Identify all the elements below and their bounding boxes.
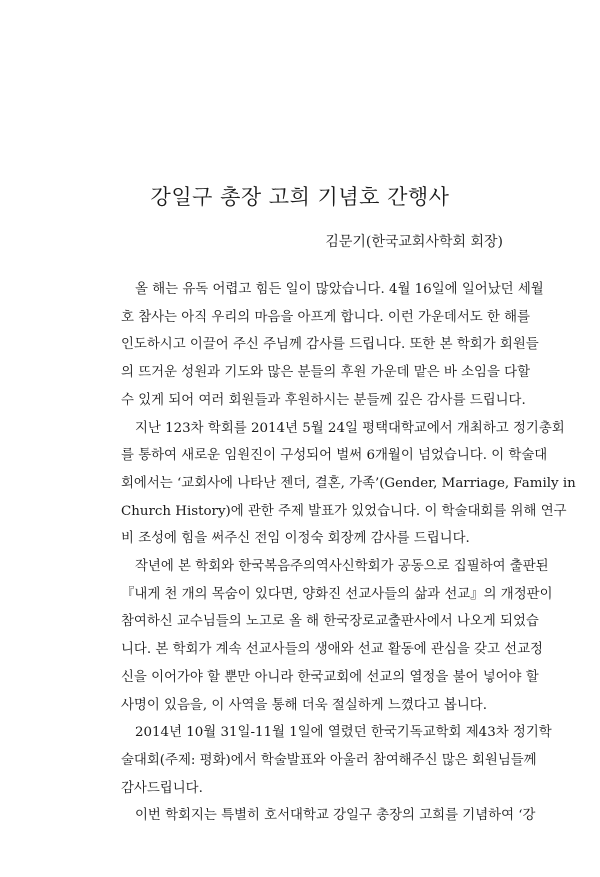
text-line: 작년에 본 학회와 한국복음주의역사신학회가 공동으로 집필하여 출판된: [135, 559, 549, 575]
document-title: 강일구 총장 고희 기념호 간행사: [150, 185, 450, 209]
text-line: 『내게 천 개의 목숨이 있다면, 양화진 선교사들의 삶과 선교』의 개정판이: [121, 586, 553, 602]
text-line: 이번 학회지는 특별히 호서대학교 강일구 총장의 고희를 기념하여 ‘강: [135, 808, 536, 824]
text-line: 비 조성에 힘을 써주신 전임 이정숙 회장께 감사를 드립니다.: [121, 531, 470, 547]
author-line: 김문기(한국교회사학회 회장): [325, 234, 503, 250]
text-line: 니다. 본 학회가 계속 선교사들의 생애와 선교 활동에 관심을 갖고 선교정: [121, 642, 543, 658]
document-body: [107, 276, 576, 830]
text-line: 지난 123차 학회를 2014년 5월 24일 평택대학교에서 개최하고 정기총회: [135, 420, 565, 436]
text-line: 올 해는 유독 어렵고 힘든 일이 많았습니다. 4월 16일에 일어났던 세월: [135, 282, 544, 297]
text-line: 호 참사는 아직 우리의 마음을 아프게 합니다. 이런 가운데서도 한 해를: [121, 309, 531, 325]
paragraph-1: [107, 276, 544, 415]
paragraph-4: [107, 719, 552, 802]
text-line: 술대회(주제: 평화)에서 학술발표와 아울러 참여해주신 많은 회원님들께: [121, 752, 537, 768]
text-line: 회에서는 ‘교회사에 나타난 젠더, 결혼, 가족’(Gender, Marriage, Family in: [121, 475, 576, 491]
text-line: 인도하시고 이끌어 주신 주님께 감사를 드립니다. 또한 본 학회가 회원들: [121, 337, 539, 353]
text-line: 참여하신 교수님들의 노고로 올 해 한국장로교출판사에서 나오게 되었습: [121, 614, 539, 630]
paragraph-5: [107, 802, 536, 830]
paragraph-3: [107, 553, 553, 719]
text-line: 를 통하여 새로운 임원진이 구성되어 벌써 6개월이 넘었습니다. 이 학술대: [121, 448, 548, 464]
text-line: 수 있게 되어 여러 회원들과 후원하시는 분들께 깊은 감사를 드립니다.: [121, 392, 526, 408]
text-line: 사명이 있음을, 이 사역을 통해 더욱 절실하게 느꼈다고 봅니다.: [121, 697, 487, 713]
text-line: 감사드립니다.: [121, 780, 203, 796]
text-line: Church History)에 관한 주제 발표가 있었습니다. 이 학술대회를 위해 연구: [121, 503, 567, 519]
paragraph-2: [107, 415, 576, 554]
text-line: 의 뜨거운 성원과 기도와 많은 분들의 후원 가운데 맡은 바 소임을 다할: [121, 365, 531, 381]
text-line: 신을 이어가야 할 뿐만 아니라 한국교회에 선교의 열정을 불어 넣어야 할: [121, 669, 539, 685]
text-line: 2014년 10월 31일-11월 1일에 열렸던 한국기독교학회 제43차 정기학: [135, 725, 552, 741]
